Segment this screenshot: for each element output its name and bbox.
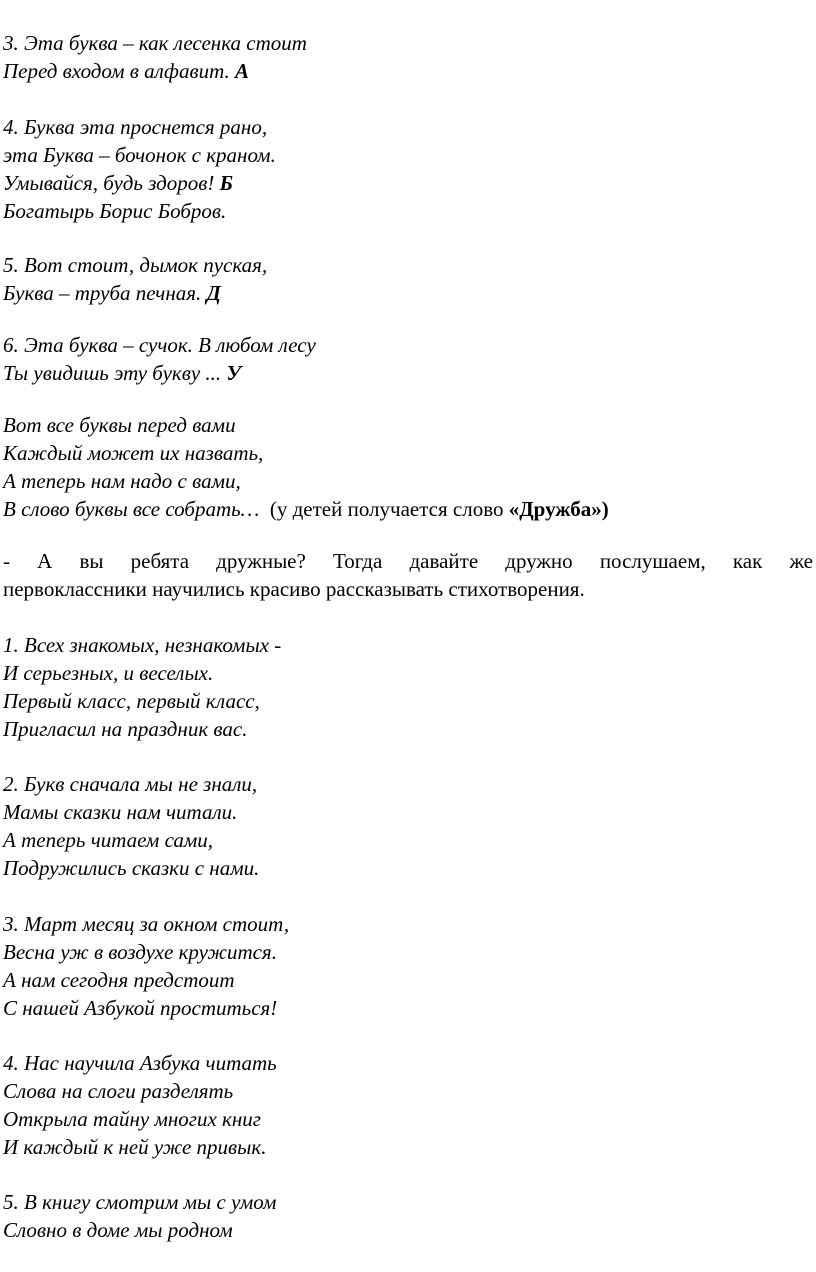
poem-line: А теперь читаем сами, bbox=[3, 828, 214, 852]
poem-line: Весна уж в воздухе кружится. bbox=[3, 940, 277, 964]
riddle-line: 5. Вот стоит, дымок пуская, bbox=[3, 253, 268, 277]
summary-line: Вот все буквы перед вами bbox=[3, 413, 236, 437]
riddle-line: Богатырь Борис Бобров. bbox=[3, 199, 227, 223]
poem-line: 1. Всех знакомых, незнакомых - bbox=[3, 633, 282, 657]
poem-line: Пригласил на праздник вас. bbox=[3, 717, 248, 741]
summary-note: (у детей получается слово bbox=[269, 497, 509, 521]
poem-line: Открыла тайну многих книг bbox=[3, 1107, 261, 1131]
summary-line: В слово буквы все собрать… (у детей получается слово «Дружба») bbox=[3, 497, 609, 521]
poem-line: 4. Нас научила Азбука читать bbox=[3, 1051, 277, 1075]
riddle-line: Умывайся, будь здоров! Б bbox=[3, 171, 233, 195]
poem-line: Мамы сказки нам читали. bbox=[3, 800, 238, 824]
poem-line: Подружились сказки с нами. bbox=[3, 856, 260, 880]
poem-block bbox=[3, 1188, 276, 1244]
riddle-line: 6. Эта буква – сучок. В любом лесу bbox=[3, 333, 316, 357]
poem-block bbox=[3, 631, 281, 743]
summary-block bbox=[3, 411, 609, 523]
poem-line: 2. Букв сначала мы не знали, bbox=[3, 772, 258, 796]
riddle-block bbox=[3, 251, 267, 307]
poem-block bbox=[3, 770, 259, 882]
poem-line: 3. Март месяц за окном стоит, bbox=[3, 912, 290, 936]
summary-note-word: «Дружба») bbox=[508, 497, 609, 521]
riddle-line: Перед входом в алфавит. А bbox=[3, 59, 250, 83]
riddle-line: Буква – труба печная. Д bbox=[3, 281, 221, 305]
riddle-line: 4. Буква эта проснется рано, bbox=[3, 115, 268, 139]
riddle-answer: У bbox=[226, 361, 242, 385]
riddle-answer: Д bbox=[206, 281, 221, 305]
poem-line: С нашей Азбукой проститься! bbox=[3, 996, 278, 1020]
riddle-answer: Б bbox=[219, 171, 233, 195]
poem-line: И каждый к ней уже привык. bbox=[3, 1135, 267, 1159]
dialogue-line: первоклассники научились красиво рассказывать стихотворения. bbox=[3, 577, 585, 601]
riddle-line: 3. Эта буква – как лесенка стоит bbox=[3, 31, 307, 55]
riddle-block bbox=[3, 331, 316, 387]
riddle-block bbox=[3, 113, 276, 225]
poem-block bbox=[3, 910, 289, 1022]
poem-line: А нам сегодня предстоит bbox=[3, 968, 235, 992]
riddle-line: Ты увидишь эту букву ... У bbox=[3, 361, 242, 385]
summary-line: А теперь нам надо с вами, bbox=[3, 469, 241, 493]
poem-line: Словно в доме мы родном bbox=[3, 1218, 233, 1242]
dialogue-line: - А вы ребята дружные? Тогда давайте дружно послушаем, как же bbox=[3, 549, 813, 573]
poem-block bbox=[3, 1049, 277, 1161]
poem-line: И серьезных, и веселых. bbox=[3, 661, 214, 685]
poem-line: 5. В книгу смотрим мы с умом bbox=[3, 1190, 277, 1214]
riddle-answer: А bbox=[235, 59, 250, 83]
poem-line: Слова на слоги разделять bbox=[3, 1079, 234, 1103]
summary-line: Каждый может их назвать, bbox=[3, 441, 264, 465]
dialogue-paragraph bbox=[3, 547, 813, 603]
riddle-block bbox=[3, 29, 307, 85]
poem-line: Первый класс, первый класс, bbox=[3, 689, 260, 713]
riddle-line: эта Буква – бочонок с краном. bbox=[3, 143, 276, 167]
